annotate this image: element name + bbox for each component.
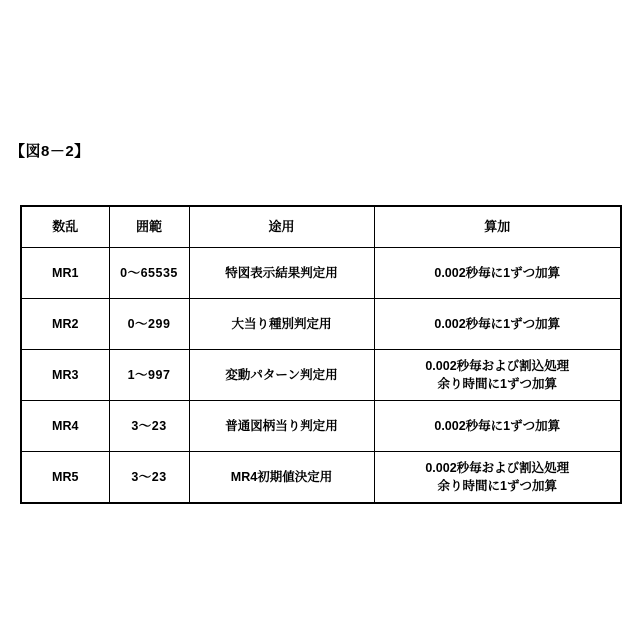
cell-range: 1～997 xyxy=(109,350,189,401)
column-header-range: 囲範 xyxy=(109,206,189,248)
cell-increment xyxy=(374,452,621,504)
table-header-row xyxy=(21,206,621,248)
column-header-increment: 算加 xyxy=(374,206,621,248)
table-row xyxy=(21,401,621,452)
cell-name: MR5 xyxy=(21,452,109,504)
column-header-usage: 途用 xyxy=(189,206,374,248)
cell-increment-line: 0.002秒毎に1ずつ加算 xyxy=(434,418,561,433)
cell-increment-line: 0.002秒毎に1ずつ加算 xyxy=(434,265,561,280)
cell-name: MR1 xyxy=(21,248,109,299)
cell-increment xyxy=(374,299,621,350)
random-counter-table xyxy=(20,205,622,504)
cell-name: MR4 xyxy=(21,401,109,452)
cell-usage: 普通図柄当り判定用 xyxy=(189,401,374,452)
cell-usage: 特図表示結果判定用 xyxy=(189,248,374,299)
table-row xyxy=(21,248,621,299)
cell-increment-line: 余り時間に1ずつ加算 xyxy=(437,479,557,493)
cell-increment xyxy=(374,248,621,299)
cell-increment-line: 0.002秒毎および割込処理 xyxy=(425,358,570,373)
cell-range: 3～23 xyxy=(109,452,189,504)
cell-increment xyxy=(374,350,621,401)
table-row xyxy=(21,299,621,350)
cell-increment-line: 0.002秒毎に1ずつ加算 xyxy=(434,316,561,331)
table-row xyxy=(21,350,621,401)
cell-usage: MR4初期値決定用 xyxy=(189,452,374,504)
cell-increment-line: 余り時間に1ずつ加算 xyxy=(437,377,557,391)
figure-label: 【図8－2】 xyxy=(10,143,90,160)
cell-name: MR2 xyxy=(21,299,109,350)
cell-range: 0～299 xyxy=(109,299,189,350)
cell-usage: 大当り種別判定用 xyxy=(189,299,374,350)
cell-range: 3～23 xyxy=(109,401,189,452)
random-counter-table-wrap xyxy=(20,205,620,504)
cell-increment-line: 0.002秒毎および割込処理 xyxy=(425,460,570,475)
table-row xyxy=(21,452,621,504)
column-header-name: 数乱 xyxy=(21,206,109,248)
cell-usage: 変動パターン判定用 xyxy=(189,350,374,401)
cell-name: MR3 xyxy=(21,350,109,401)
cell-increment xyxy=(374,401,621,452)
cell-range: 0～65535 xyxy=(109,248,189,299)
